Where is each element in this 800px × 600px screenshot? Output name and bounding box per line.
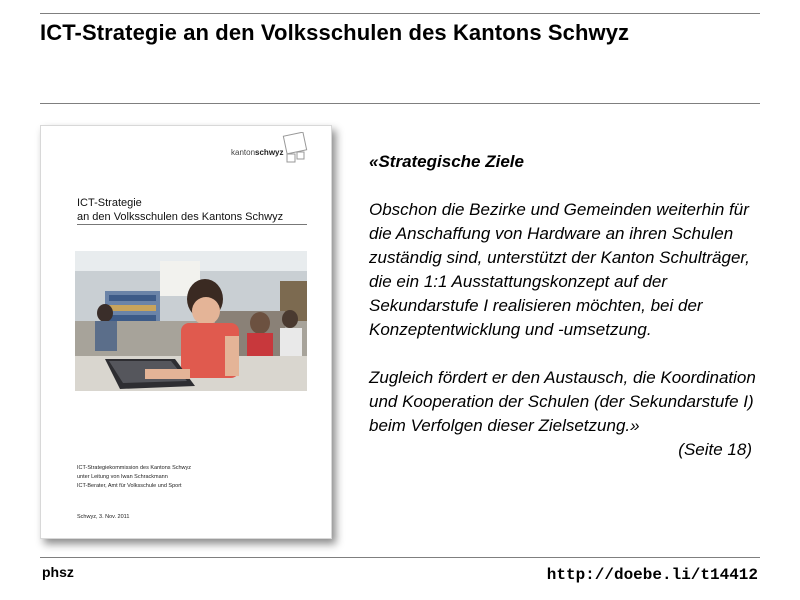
slide-title: ICT-Strategie an den Volksschulen des Kantons Schwyz [40,20,630,45]
footer-org: phsz [42,564,74,580]
quote-paragraph-2: Zugleich fördert er den Austausch, die Koordination und Kooperation der Schulen (der Sekundarstufe I) beim Verfolgen dieser Zielsetzung.» [369,368,756,435]
credit-line: ICT-Berater, Amt für Volksschule und Sport [77,483,182,489]
cover-title-line1: ICT-Strategie [77,197,142,209]
footer-url-link[interactable]: http://doebe.li/t14412 [546,566,758,584]
cover-title-line2: an den Volksschulen des Kantons Schwyz [77,211,284,223]
brand-plain: kanton [231,148,256,157]
footer-rule [40,557,760,558]
cover-credits [77,464,191,491]
page-reference: (Seite 18) [678,440,752,459]
quote-block [369,150,759,462]
brand-bold: schwyz [255,148,284,157]
credit-line: ICT-Strategiekommission des Kantons Schwyz [77,465,192,471]
quote-paragraph-1: Obschon die Bezirke und Gemeinden weiterhin für die Anschaffung von Hardware an ihren Schulen zuständig sind, unterstützt der Kanton Schulträger, die ein 1:1 Ausstattungskonzept auf der Sekundarstufe I realisieren möchten, bei der Konzeptentwicklung und -umsetzung. [369,200,750,339]
cover-brand [231,148,284,157]
title-rule [40,103,760,104]
quote-heading: «Strategische Ziele [369,152,524,171]
cover-photo-classroom [75,251,307,391]
cover-date: Schwyz, 3. Nov. 2011 [77,514,130,520]
top-rule [40,13,760,14]
cover-title [77,196,283,224]
cover-title-rule [77,224,307,225]
credit-line: unter Leitung von Iwan Schrackmann [77,474,168,480]
document-cover [40,125,332,539]
